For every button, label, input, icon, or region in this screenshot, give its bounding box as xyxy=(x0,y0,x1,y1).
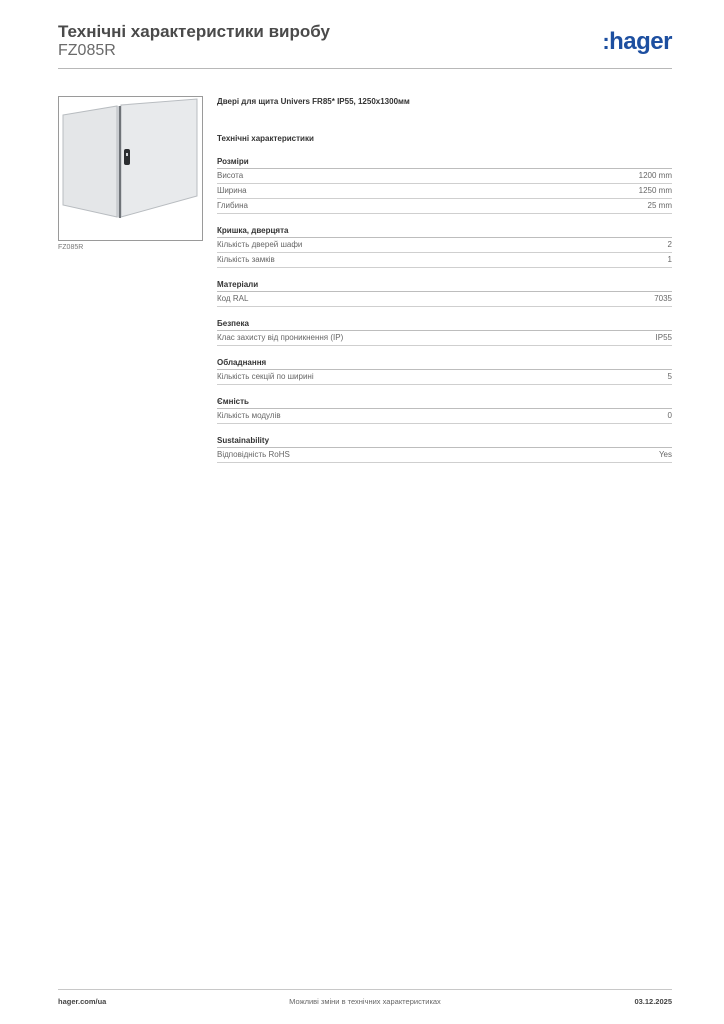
footer-date: 03.12.2025 xyxy=(634,997,672,1006)
spec-group xyxy=(217,226,672,268)
spec-row xyxy=(217,169,672,184)
cabinet-door-illustration xyxy=(59,97,202,240)
spec-group xyxy=(217,319,672,346)
page-footer xyxy=(58,997,672,1009)
spec-group-title: Розміри xyxy=(217,157,672,169)
spec-label: Ширина xyxy=(217,186,247,195)
spec-group xyxy=(217,397,672,424)
footer-website: hager.com/ua xyxy=(58,997,107,1006)
spec-group xyxy=(217,358,672,385)
product-code: FZ085R xyxy=(58,42,116,59)
logo-colon: : xyxy=(602,29,610,54)
spec-group-title: Ємність xyxy=(217,397,672,409)
spec-group-title: Безпека xyxy=(217,319,672,331)
spec-heading: Технічні характеристики xyxy=(217,134,314,143)
spec-label: Код RAL xyxy=(217,294,249,303)
page-header xyxy=(58,22,672,68)
footer-notice: Можливі зміни в технічних характеристиках xyxy=(289,997,441,1006)
cabinet-door-image xyxy=(58,96,203,241)
spec-value: 0 xyxy=(667,411,672,420)
spec-label: Клас захисту від проникнення (IP) xyxy=(217,333,344,342)
product-name: Двері для щита Univers FR85* IP55, 1250х1300мм xyxy=(217,97,410,106)
spec-value: 2 xyxy=(667,240,672,249)
spec-row xyxy=(217,292,672,307)
spec-value: IP55 xyxy=(655,333,672,342)
spec-content xyxy=(217,96,672,463)
spec-row xyxy=(217,184,672,199)
spec-label: Висота xyxy=(217,171,244,180)
spec-group xyxy=(217,280,672,307)
spec-group-title: Матеріали xyxy=(217,280,672,292)
spec-row xyxy=(217,331,672,346)
spec-group xyxy=(217,157,672,214)
logo-text: hager xyxy=(609,28,672,55)
spec-value: 7035 xyxy=(654,294,672,303)
spec-row xyxy=(217,253,672,268)
spec-groups xyxy=(217,157,672,463)
spec-label: Кількість модулів xyxy=(217,411,281,420)
spec-value: 1250 mm xyxy=(638,186,672,195)
spec-value: 5 xyxy=(667,372,672,381)
spec-value: 1200 mm xyxy=(638,171,672,180)
spec-group-title: Sustainability xyxy=(217,436,672,448)
footer-divider xyxy=(58,989,672,990)
spec-group xyxy=(217,436,672,463)
spec-row xyxy=(217,238,672,253)
spec-value: 1 xyxy=(667,255,672,264)
spec-row xyxy=(217,448,672,463)
spec-group-title: Кришка, дверцята xyxy=(217,226,672,238)
spec-label: Кількість замків xyxy=(217,255,275,264)
spec-label: Кількість дверей шафи xyxy=(217,240,303,249)
spec-label: Кількість секцій по ширині xyxy=(217,372,314,381)
header-divider xyxy=(58,68,672,69)
spec-row xyxy=(217,199,672,214)
spec-label: Відповідність RoHS xyxy=(217,450,290,459)
image-caption: FZ085R xyxy=(58,244,84,251)
hager-logo xyxy=(602,28,672,56)
spec-label: Глибина xyxy=(217,201,248,210)
spec-value: 25 mm xyxy=(647,201,672,210)
page-title: Технічні характеристики виробу xyxy=(58,22,330,41)
spec-group-title: Обладнання xyxy=(217,358,672,370)
spec-row xyxy=(217,409,672,424)
spec-value: Yes xyxy=(658,450,672,459)
spec-row xyxy=(217,370,672,385)
